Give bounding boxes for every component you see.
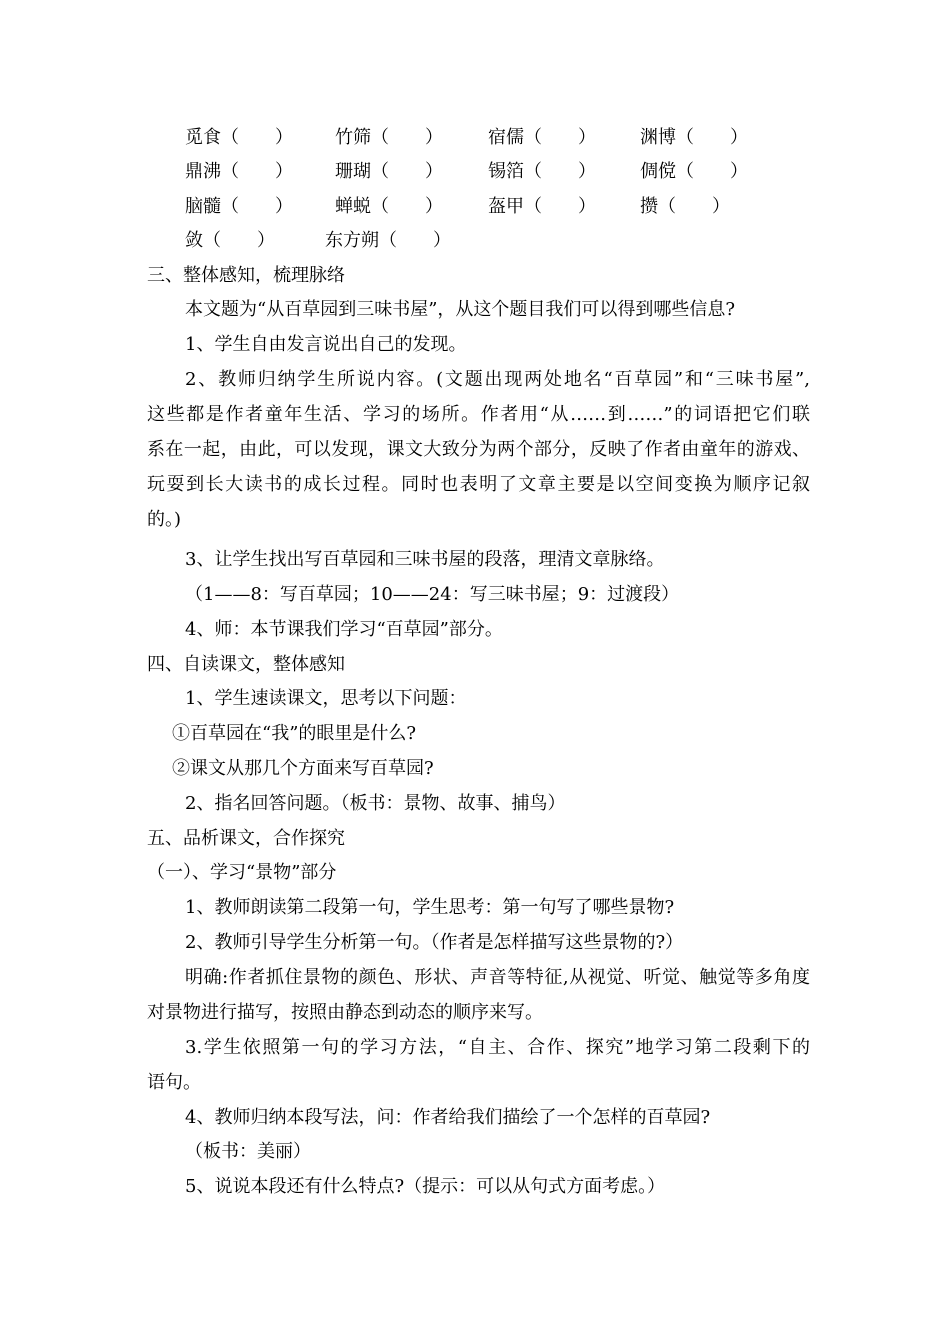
question: ②课文从那几个方面来写百草园? <box>172 758 434 779</box>
paragraph-line: 的。) <box>147 509 182 530</box>
paragraph: 本文题为“从百草园到三味书屋”，从这个题目我们可以得到哪些信息? <box>185 299 736 320</box>
vocab-item: 珊瑚（ ） <box>335 161 443 182</box>
vocab-item: 盔甲（ ） <box>488 196 596 217</box>
vocab-item: 敛（ ） <box>185 230 275 251</box>
paragraph-note: （1——8：写百草园；10——24：写三味书屋；9：过渡段） <box>185 584 680 605</box>
vocab-item: 鼎沸（ ） <box>185 161 293 182</box>
paragraph-line: 3.学生依照第一句的学习方法，“自主、合作、探究”地学习第二段剩下的 <box>185 1037 810 1058</box>
vocab-item: 宿儒（ ） <box>488 127 596 148</box>
section-heading: 四、自读课文，整体感知 <box>147 654 345 675</box>
question: ①百草园在“我”的眼里是什么? <box>172 723 417 744</box>
paragraph: 2、指名回答问题。（板书：景物、故事、捕鸟） <box>185 793 566 814</box>
section-heading: 三、整体感知，梳理脉络 <box>147 265 345 286</box>
vocab-item: 脑髓（ ） <box>185 196 293 217</box>
paragraph-line: 系在一起，由此，可以发现，课文大致分为两个部分，反映了作者由童年的游戏、 <box>147 439 810 460</box>
vocab-item: 倜傥（ ） <box>640 161 748 182</box>
paragraph: 2、教师引导学生分析第一句。（作者是怎样描写这些景物的?） <box>185 932 684 953</box>
paragraph-line: 对景物进行描写，按照由静态到动态的顺序来写。 <box>147 1002 543 1023</box>
paragraph-line: 语句。 <box>147 1072 201 1093</box>
paragraph-line: 这些都是作者童年生活、学习的场所。作者用“从……到……”的词语把它们联 <box>147 404 810 425</box>
paragraph: 3、让学生找出写百草园和三味书屋的段落，理清文章脉络。 <box>185 549 665 570</box>
paragraph: 4、教师归纳本段写法，问：作者给我们描绘了一个怎样的百草园? <box>185 1107 711 1128</box>
vocab-item: 锡箔（ ） <box>488 161 596 182</box>
vocab-item: 攒（ ） <box>640 196 730 217</box>
paragraph: 1、学生自由发言说出自己的发现。 <box>185 334 467 355</box>
paragraph-line: 2、教师归纳学生所说内容。(文题出现两处地名“百草园”和“三味书屋”, <box>185 369 810 390</box>
paragraph: 1、教师朗读第二段第一句，学生思考：第一句写了哪些景物? <box>185 897 675 918</box>
paragraph: 1、学生速读课文，思考以下问题： <box>185 688 467 709</box>
paragraph: 4、师：本节课我们学习“百草园”部分。 <box>185 619 503 640</box>
vocab-item: 竹筛（ ） <box>335 127 443 148</box>
vocab-item: 渊博（ ） <box>640 127 748 148</box>
section-heading: 五、品析课文，合作探究 <box>147 828 345 849</box>
vocab-item: 觅食（ ） <box>185 127 293 148</box>
paragraph: 5、说说本段还有什么特点?（提示：可以从句式方面考虑。） <box>185 1176 666 1197</box>
paragraph-line: 玩耍到长大读书的成长过程。同时也表明了文章主要是以空间变换为顺序记叙 <box>147 474 810 495</box>
paragraph-line: 明确:作者抓住景物的颜色、形状、声音等特征,从视觉、听觉、触觉等多角度 <box>185 967 810 988</box>
vocab-item: 蝉蜕（ ） <box>335 196 443 217</box>
subsection-heading: （一）、学习“景物”部分 <box>147 862 337 883</box>
vocab-item: 东方朔（ ） <box>325 230 451 251</box>
paragraph-note: （板书：美丽） <box>185 1141 311 1162</box>
